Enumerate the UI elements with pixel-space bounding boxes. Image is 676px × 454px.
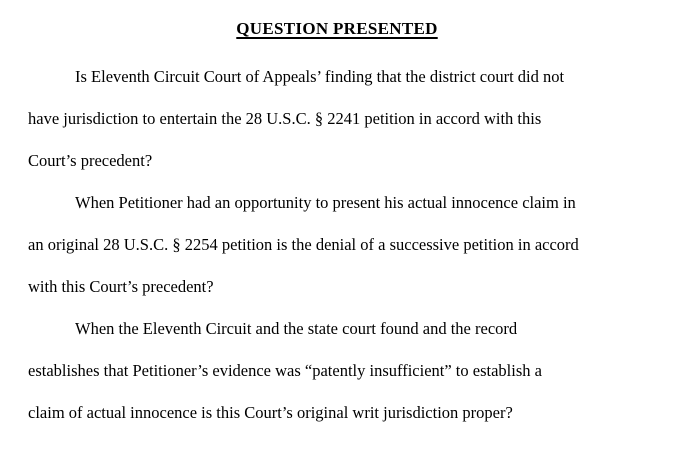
paragraph-line: Court’s precedent? <box>28 151 153 170</box>
paragraph-line: an original 28 U.S.C. § 2254 petition is the denial of a successive petition in accord <box>28 235 579 254</box>
paragraph-line: When the Eleventh Circuit and the state court found and the record <box>75 319 518 338</box>
page-heading: QUESTION PRESENTED <box>236 19 438 38</box>
paragraph-line: When Petitioner had an opportunity to present his actual innocence claim in <box>75 193 576 212</box>
paragraph-line: establishes that Petitioner’s evidence was “patently insufficient” to establish a <box>28 361 542 380</box>
paragraph-1 <box>28 56 646 182</box>
document-body <box>28 56 646 434</box>
paragraph-3 <box>28 308 646 434</box>
paragraph-line: have jurisdiction to entertain the 28 U.S.C. § 2241 petition in accord with this <box>28 109 542 128</box>
paragraph-2 <box>28 182 646 308</box>
paragraph-line: Is Eleventh Circuit Court of Appeals’ finding that the district court did not <box>75 67 565 86</box>
paragraph-line: with this Court’s precedent? <box>28 277 214 296</box>
paragraph-line: claim of actual innocence is this Court’s original writ jurisdiction proper? <box>28 403 513 422</box>
